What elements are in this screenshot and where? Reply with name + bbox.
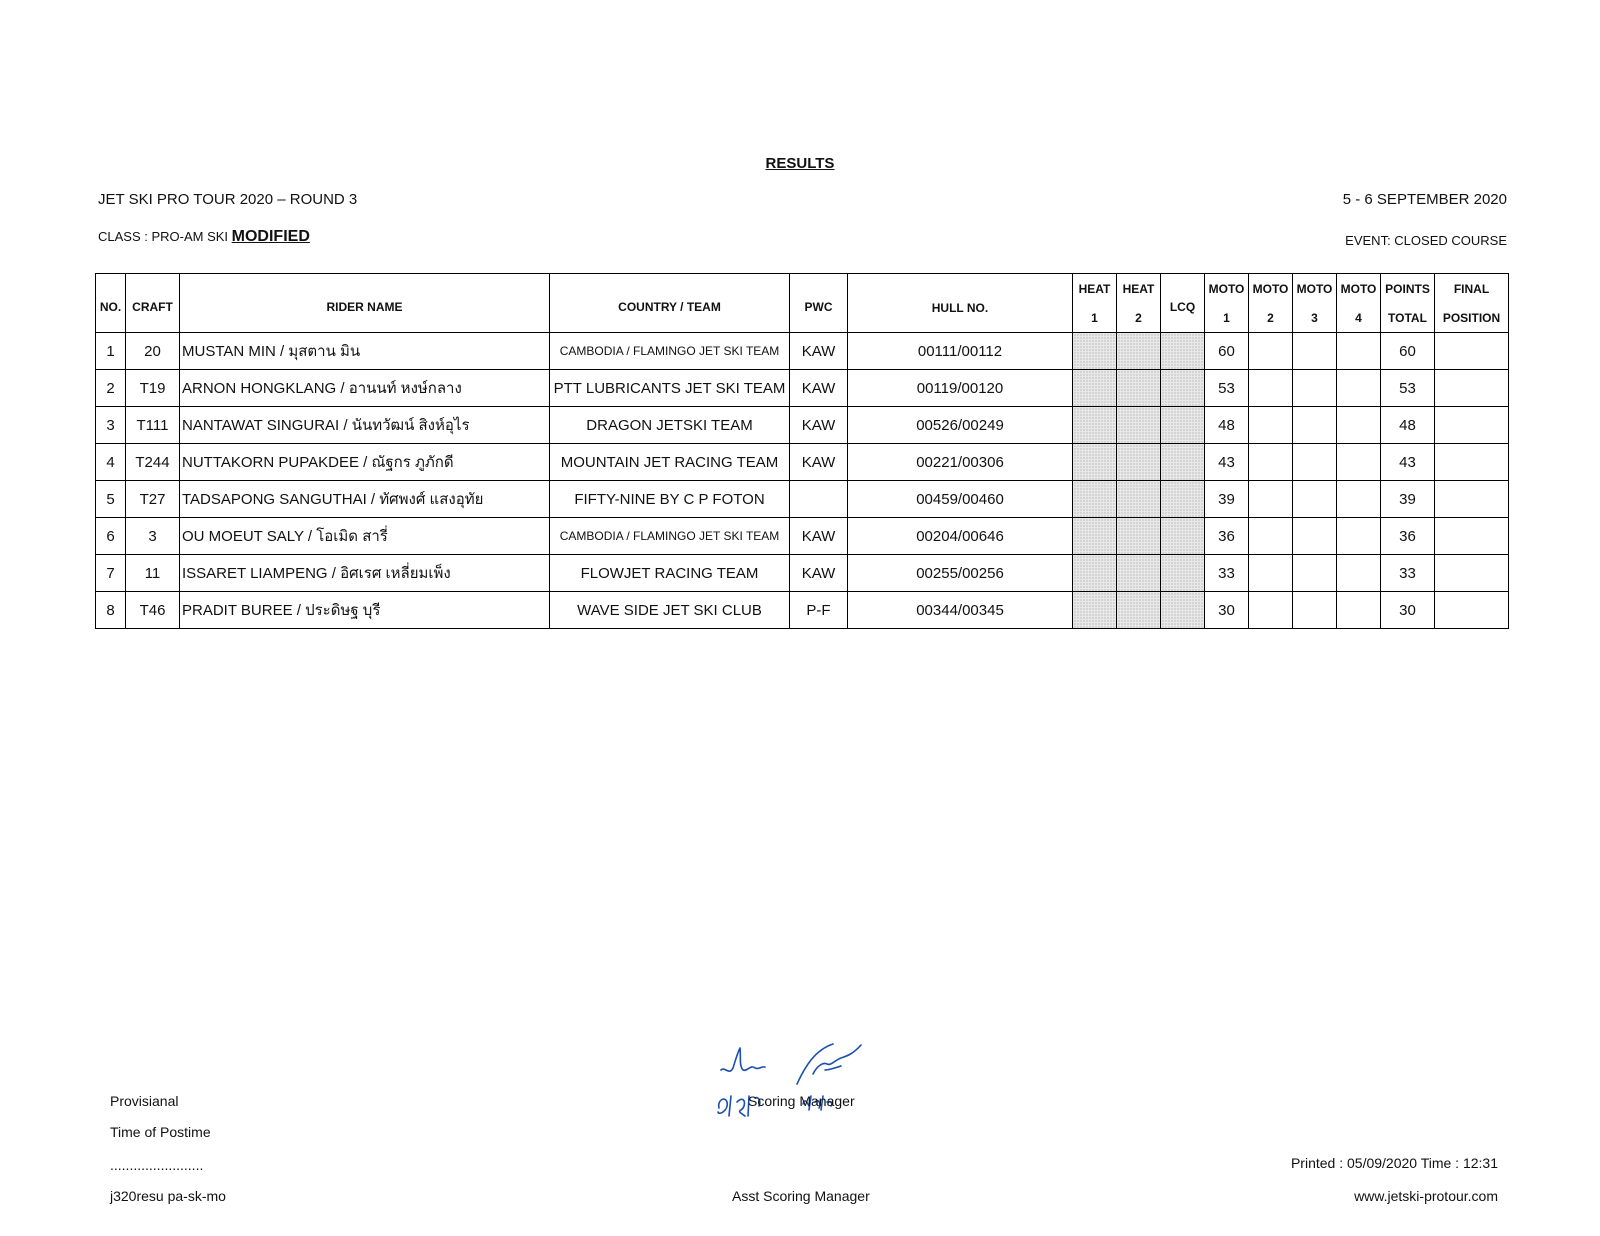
cell-pwc: KAW — [790, 555, 848, 592]
col-heat1-num: 1 — [1073, 303, 1117, 333]
cell-heat1 — [1073, 333, 1117, 370]
cell-points-total: 30 — [1381, 592, 1435, 629]
cell-moto2 — [1249, 518, 1293, 555]
cell-craft: T244 — [126, 444, 180, 481]
cell-moto1: 39 — [1205, 481, 1249, 518]
col-moto4: MOTO — [1337, 274, 1381, 304]
cell-points-total: 53 — [1381, 370, 1435, 407]
cell-points-total: 39 — [1381, 481, 1435, 518]
cell-hull-no: 00526/00249 — [848, 407, 1073, 444]
col-points-total: TOTAL — [1381, 303, 1435, 333]
cell-hull-no: 00221/00306 — [848, 444, 1073, 481]
table-row — [96, 370, 1509, 407]
cell-no: 2 — [96, 370, 126, 407]
cell-moto4 — [1337, 592, 1381, 629]
cell-moto2 — [1249, 370, 1293, 407]
cell-no: 6 — [96, 518, 126, 555]
cell-moto4 — [1337, 518, 1381, 555]
col-moto1-num: 1 — [1205, 303, 1249, 333]
table-row — [96, 407, 1509, 444]
cell-heat2 — [1117, 555, 1161, 592]
col-final: FINAL — [1435, 274, 1509, 304]
cell-pwc: KAW — [790, 370, 848, 407]
cell-final-position — [1435, 407, 1509, 444]
cell-heat1 — [1073, 481, 1117, 518]
cell-country-team: FIFTY-NINE BY C P FOTON — [550, 481, 790, 518]
col-moto3-num: 3 — [1293, 303, 1337, 333]
results-table — [95, 273, 1509, 629]
col-heat2-num: 2 — [1117, 303, 1161, 333]
cell-rider-name: TADSAPONG SANGUTHAI / ทัศพงศ์ แสงอุทัย — [180, 481, 550, 518]
class-prefix: CLASS : PRO-AM SKI — [98, 229, 232, 244]
cell-heat2 — [1117, 518, 1161, 555]
cell-hull-no: 00255/00256 — [848, 555, 1073, 592]
col-hull-no: HULL NO. — [848, 274, 1073, 333]
cell-country-team: WAVE SIDE JET SKI CLUB — [550, 592, 790, 629]
cell-moto1: 60 — [1205, 333, 1249, 370]
cell-craft: T27 — [126, 481, 180, 518]
cell-hull-no: 00459/00460 — [848, 481, 1073, 518]
cell-final-position — [1435, 592, 1509, 629]
event-dates: 5 - 6 SEPTEMBER 2020 — [1342, 191, 1507, 208]
cell-moto3 — [1293, 370, 1337, 407]
cell-moto4 — [1337, 555, 1381, 592]
cell-points-total: 48 — [1381, 407, 1435, 444]
col-points: POINTS — [1381, 274, 1435, 304]
col-pwc: PWC — [790, 274, 848, 333]
cell-country-team: DRAGON JETSKI TEAM — [550, 407, 790, 444]
printed-timestamp: Printed : 05/09/2020 Time : 12:31 — [1290, 1155, 1498, 1171]
cell-craft: 20 — [126, 333, 180, 370]
cell-moto2 — [1249, 444, 1293, 481]
cell-final-position — [1435, 555, 1509, 592]
cell-lcq — [1161, 481, 1205, 518]
col-moto1: MOTO — [1205, 274, 1249, 304]
cell-hull-no: 00111/00112 — [848, 333, 1073, 370]
cell-final-position — [1435, 481, 1509, 518]
cell-hull-no: 00204/00646 — [848, 518, 1073, 555]
cell-craft: 11 — [126, 555, 180, 592]
cell-rider-name: NUTTAKORN PUPAKDEE / ณัฐกร ภูภักดี — [180, 444, 550, 481]
cell-rider-name: NANTAWAT SINGURAI / นันทวัฒน์ สิงห์อุไร — [180, 407, 550, 444]
cell-lcq — [1161, 370, 1205, 407]
cell-country-team: CAMBODIA / FLAMINGO JET SKI TEAM — [550, 333, 790, 370]
col-no: NO. — [96, 274, 126, 333]
cell-craft: T46 — [126, 592, 180, 629]
cell-craft: T19 — [126, 370, 180, 407]
asst-scoring-manager-label: Asst Scoring Manager — [732, 1188, 870, 1204]
cell-lcq — [1161, 555, 1205, 592]
cell-moto1: 48 — [1205, 407, 1249, 444]
cell-country-team: FLOWJET RACING TEAM — [550, 555, 790, 592]
scoring-manager-label: Scoring Manager — [748, 1093, 855, 1109]
signature-image — [715, 1040, 875, 1125]
cell-lcq — [1161, 592, 1205, 629]
cell-moto2 — [1249, 555, 1293, 592]
col-rider-name: RIDER NAME — [180, 274, 550, 333]
provisional-label: Provisianal — [110, 1093, 179, 1109]
col-heat1: HEAT — [1073, 274, 1117, 304]
cell-rider-name: MUSTAN MIN / มุสตาน มิน — [180, 333, 550, 370]
col-final-position: POSITION — [1435, 303, 1509, 333]
col-lcq: LCQ — [1161, 274, 1205, 333]
cell-no: 4 — [96, 444, 126, 481]
cell-country-team: MOUNTAIN JET RACING TEAM — [550, 444, 790, 481]
cell-moto3 — [1293, 518, 1337, 555]
cell-heat1 — [1073, 444, 1117, 481]
cell-craft: 3 — [126, 518, 180, 555]
cell-moto2 — [1249, 333, 1293, 370]
cell-moto1: 43 — [1205, 444, 1249, 481]
cell-moto3 — [1293, 407, 1337, 444]
cell-final-position — [1435, 518, 1509, 555]
col-moto3: MOTO — [1293, 274, 1337, 304]
class-name: MODIFIED — [231, 228, 310, 245]
class-line — [98, 228, 310, 246]
cell-country-team: PTT LUBRICANTS JET SKI TEAM — [550, 370, 790, 407]
cell-moto3 — [1293, 592, 1337, 629]
cell-pwc — [790, 481, 848, 518]
cell-no: 3 — [96, 407, 126, 444]
cell-no: 7 — [96, 555, 126, 592]
cell-no: 1 — [96, 333, 126, 370]
cell-heat2 — [1117, 592, 1161, 629]
website-url: www.jetski-protour.com — [1354, 1188, 1498, 1204]
cell-hull-no: 00344/00345 — [848, 592, 1073, 629]
cell-moto3 — [1293, 444, 1337, 481]
col-craft: CRAFT — [126, 274, 180, 333]
cell-moto1: 53 — [1205, 370, 1249, 407]
cell-heat2 — [1117, 370, 1161, 407]
cell-pwc: KAW — [790, 333, 848, 370]
table-row — [96, 481, 1509, 518]
cell-no: 8 — [96, 592, 126, 629]
cell-heat1 — [1073, 555, 1117, 592]
table-row — [96, 592, 1509, 629]
cell-moto4 — [1337, 407, 1381, 444]
document-title: RESULTS — [765, 155, 835, 172]
document-code: j320resu pa-sk-mo — [110, 1188, 226, 1204]
cell-heat1 — [1073, 407, 1117, 444]
cell-heat1 — [1073, 518, 1117, 555]
cell-moto1: 33 — [1205, 555, 1249, 592]
cell-moto3 — [1293, 555, 1337, 592]
col-moto4-num: 4 — [1337, 303, 1381, 333]
table-row — [96, 333, 1509, 370]
header-row — [96, 274, 1509, 304]
cell-points-total: 43 — [1381, 444, 1435, 481]
postime-blank: ........................ — [110, 1157, 204, 1173]
cell-pwc: P-F — [790, 592, 848, 629]
cell-lcq — [1161, 333, 1205, 370]
event-name: JET SKI PRO TOUR 2020 – ROUND 3 — [98, 191, 358, 208]
event-type: EVENT: CLOSED COURSE — [1345, 233, 1507, 248]
cell-moto3 — [1293, 481, 1337, 518]
table-row — [96, 518, 1509, 555]
cell-moto2 — [1249, 481, 1293, 518]
cell-hull-no: 00119/00120 — [848, 370, 1073, 407]
col-heat2: HEAT — [1117, 274, 1161, 304]
table-row — [96, 555, 1509, 592]
cell-moto3 — [1293, 333, 1337, 370]
cell-moto4 — [1337, 333, 1381, 370]
cell-points-total: 33 — [1381, 555, 1435, 592]
cell-rider-name: PRADIT BUREE / ประดิษฐ บุรี — [180, 592, 550, 629]
cell-moto1: 36 — [1205, 518, 1249, 555]
cell-pwc: KAW — [790, 518, 848, 555]
cell-lcq — [1161, 518, 1205, 555]
cell-points-total: 60 — [1381, 333, 1435, 370]
cell-craft: T111 — [126, 407, 180, 444]
cell-final-position — [1435, 444, 1509, 481]
cell-moto4 — [1337, 444, 1381, 481]
col-moto2-num: 2 — [1249, 303, 1293, 333]
cell-rider-name: OU MOEUT SALY / โอเมิด สารี่ — [180, 518, 550, 555]
cell-rider-name: ARNON HONGKLANG / อานนท์ หงษ์กลาง — [180, 370, 550, 407]
cell-pwc: KAW — [790, 444, 848, 481]
cell-heat2 — [1117, 481, 1161, 518]
cell-heat2 — [1117, 333, 1161, 370]
cell-lcq — [1161, 407, 1205, 444]
cell-moto2 — [1249, 592, 1293, 629]
postime-label: Time of Postime — [110, 1124, 211, 1140]
cell-points-total: 36 — [1381, 518, 1435, 555]
cell-moto1: 30 — [1205, 592, 1249, 629]
cell-heat2 — [1117, 407, 1161, 444]
cell-heat1 — [1073, 370, 1117, 407]
cell-country-team: CAMBODIA / FLAMINGO JET SKI TEAM — [550, 518, 790, 555]
cell-moto4 — [1337, 370, 1381, 407]
cell-pwc: KAW — [790, 407, 848, 444]
table-row — [96, 444, 1509, 481]
col-moto2: MOTO — [1249, 274, 1293, 304]
cell-lcq — [1161, 444, 1205, 481]
cell-final-position — [1435, 333, 1509, 370]
cell-moto4 — [1337, 481, 1381, 518]
cell-heat1 — [1073, 592, 1117, 629]
cell-moto2 — [1249, 407, 1293, 444]
cell-heat2 — [1117, 444, 1161, 481]
cell-final-position — [1435, 370, 1509, 407]
col-country-team: COUNTRY / TEAM — [550, 274, 790, 333]
cell-rider-name: ISSARET LIAMPENG / อิศเรศ เหลี่ยมเพ็ง — [180, 555, 550, 592]
cell-no: 5 — [96, 481, 126, 518]
